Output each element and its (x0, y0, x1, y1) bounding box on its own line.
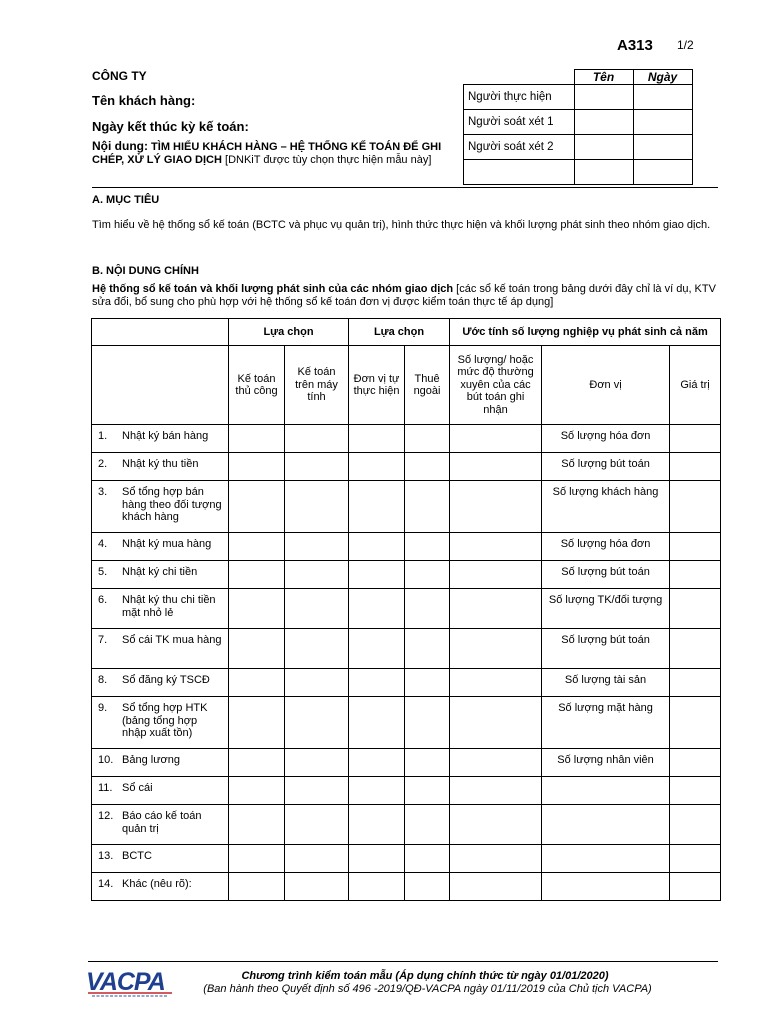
unit-label: Số lượng tài sản (564, 674, 647, 686)
entry-cell[interactable] (349, 805, 405, 845)
signoff-name-cell[interactable] (574, 110, 633, 135)
ledger-name: BCTC (122, 850, 152, 862)
content-description (92, 140, 460, 167)
ledger-table (91, 318, 721, 901)
ledger-name-cell (92, 629, 229, 669)
entry-cell[interactable] (349, 481, 405, 533)
entry-cell[interactable] (285, 697, 349, 749)
entry-cell[interactable] (450, 533, 542, 561)
entry-cell[interactable] (349, 873, 405, 901)
table-row (92, 561, 721, 589)
entry-cell[interactable] (229, 589, 285, 629)
table-row (92, 425, 721, 453)
sub-header: Đơn vị (542, 346, 670, 425)
unit-cell (542, 749, 670, 777)
ledger-name-cell (92, 777, 229, 805)
ledger-name: Nhật ký mua hàng (122, 538, 212, 550)
footer-divider (88, 961, 718, 962)
content-lead: Nội dung: (92, 139, 148, 153)
row-number: 11. (98, 782, 113, 794)
row-number: 5. (98, 566, 108, 578)
ledger-name: Nhật ký thu tiền (122, 458, 199, 470)
sub-header: Giá trị (670, 346, 721, 425)
sub-header: Kế toán thủ công (229, 346, 285, 425)
unit-cell (542, 453, 670, 481)
row-number: 8. (98, 674, 108, 686)
ledger-name: Báo cáo kế toán quản trị (122, 810, 202, 835)
ledger-name-cell (92, 805, 229, 845)
signoff-col-name: Tên (574, 70, 633, 85)
ledger-name-cell (92, 589, 229, 629)
entry-cell[interactable] (405, 697, 450, 749)
ledger-name: Nhật ký chi tiền (122, 566, 198, 578)
footer-program-title: Chương trình kiểm toán mẫu (Áp dụng chính thức từ ngày 01/01/2020) (241, 970, 609, 982)
entry-cell[interactable] (349, 629, 405, 669)
ledger-name-cell (92, 481, 229, 533)
row-number: 2. (98, 458, 108, 470)
entry-cell[interactable] (450, 777, 542, 805)
ledger-name: Sổ cái TK mua hàng (122, 634, 222, 646)
entry-cell[interactable] (450, 749, 542, 777)
header-divider (92, 187, 718, 188)
ledger-name: Nhật ký bán hàng (122, 430, 209, 442)
sub-header: Kế toán trên máy tính (285, 346, 349, 425)
entry-cell[interactable] (285, 845, 349, 873)
value-cell[interactable] (670, 697, 721, 749)
table-row (92, 453, 721, 481)
section-b-intro-note: [các sổ kế toán trong bảng dưới đây chỉ là ví dụ, KTV sửa đổi, bổ sung cho phù hợp với hệ thống sổ kế toán đơn vị được kiểm toán thực tế áp dụng] (92, 283, 716, 308)
row-number: 14. (98, 878, 114, 890)
entry-cell[interactable] (450, 481, 542, 533)
unit-cell (542, 873, 670, 901)
unit-label: Số lượng khách hàng (552, 486, 659, 498)
section-b-intro-bold: Hệ thống sổ kế toán và khối lượng phát sinh của các nhóm giao dịch (92, 283, 454, 295)
entry-cell[interactable] (229, 697, 285, 749)
entry-cell[interactable] (285, 669, 349, 697)
unit-label: Số lượng bút toán (561, 566, 650, 578)
entry-cell[interactable] (405, 777, 450, 805)
ledger-name-cell (92, 749, 229, 777)
unit-label: Số lượng nhân viên (557, 754, 654, 766)
ledger-name-cell (92, 533, 229, 561)
ledger-name-cell (92, 697, 229, 749)
signoff-table (463, 69, 693, 185)
entry-cell[interactable] (450, 629, 542, 669)
footer-decision: (Ban hành theo Quyết định số 496 -2019/QĐ-VACPA ngày 01/11/2019 của Chủ tịch VACPA) (203, 983, 652, 995)
entry-cell[interactable] (229, 873, 285, 901)
row-number: 7. (98, 634, 108, 646)
entry-cell[interactable] (349, 669, 405, 697)
ledger-name: Sổ đăng ký TSCĐ (122, 674, 210, 686)
unit-label: Số lượng mặt hàng (558, 702, 653, 714)
entry-cell[interactable] (349, 425, 405, 453)
signoff-corner (464, 70, 575, 85)
table-row (92, 845, 721, 873)
ledger-name: Sổ tổng hợp bán hàng theo đối tượng khách hàng (122, 486, 222, 523)
header-blank (92, 319, 229, 346)
entry-cell[interactable] (405, 845, 450, 873)
value-cell[interactable] (670, 669, 721, 697)
signoff-role (464, 160, 575, 185)
table-row (92, 777, 721, 805)
value-cell[interactable] (670, 533, 721, 561)
value-cell[interactable] (670, 777, 721, 805)
unit-cell (542, 629, 670, 669)
entry-cell[interactable] (285, 749, 349, 777)
table-row (92, 805, 721, 845)
unit-label: Số lượng hóa đơn (560, 538, 651, 550)
entry-cell[interactable] (405, 589, 450, 629)
value-cell[interactable] (670, 453, 721, 481)
value-cell[interactable] (670, 425, 721, 453)
entry-cell[interactable] (229, 777, 285, 805)
signoff-date-cell[interactable] (633, 110, 692, 135)
entry-cell[interactable] (349, 697, 405, 749)
entry-cell[interactable] (349, 561, 405, 589)
section-b-intro (92, 283, 718, 309)
row-number: 6. (98, 594, 108, 606)
company-label: CÔNG TY (92, 69, 147, 83)
entry-cell[interactable] (349, 533, 405, 561)
signoff-role: Người soát xét 2 (464, 135, 575, 160)
table-row (92, 749, 721, 777)
unit-label: Số lượng hóa đơn (560, 430, 651, 442)
entry-cell[interactable] (450, 873, 542, 901)
unit-label: Số lượng bút toán (561, 458, 650, 470)
page-number: 1/2 (677, 38, 694, 52)
entry-cell[interactable] (285, 805, 349, 845)
group-header-estimate: Ước tính số lượng nghiệp vụ phát sinh cả năm (450, 319, 721, 346)
entry-cell[interactable] (285, 777, 349, 805)
entry-cell[interactable] (229, 533, 285, 561)
table-row (92, 669, 721, 697)
value-cell[interactable] (670, 589, 721, 629)
group-header-method: Lựa chọn (229, 319, 349, 346)
ledger-name: Bảng lương (122, 754, 181, 766)
table-row (92, 533, 721, 561)
value-cell[interactable] (670, 873, 721, 901)
value-cell[interactable] (670, 481, 721, 533)
sub-header: Thuê ngoài (405, 346, 450, 425)
entry-cell[interactable] (349, 749, 405, 777)
value-cell[interactable] (670, 629, 721, 669)
entry-cell[interactable] (405, 749, 450, 777)
unit-label (542, 873, 669, 878)
entry-cell[interactable] (285, 873, 349, 901)
entry-cell[interactable] (229, 425, 285, 453)
unit-cell (542, 425, 670, 453)
value-cell[interactable] (670, 749, 721, 777)
content-subject: TÌM HIỂU KHÁCH HÀNG – HỆ THỐNG KẾ TOÁN ĐỂ GHI CHÉP, XỬ LÝ GIAO DỊCH (92, 141, 442, 166)
entry-cell[interactable] (405, 533, 450, 561)
entry-cell[interactable] (349, 589, 405, 629)
entry-cell[interactable] (285, 589, 349, 629)
entry-cell[interactable] (450, 697, 542, 749)
ledger-name: Nhật ký thu chi tiền mặt nhỏ lẻ (122, 594, 216, 619)
ledger-name-cell (92, 561, 229, 589)
entry-cell[interactable] (405, 425, 450, 453)
signoff-date-cell[interactable] (633, 85, 692, 110)
client-name-label: Tên khách hàng: (92, 93, 196, 108)
entry-cell[interactable] (229, 845, 285, 873)
entry-cell[interactable] (405, 481, 450, 533)
form-code: A313 (617, 37, 653, 54)
signoff-name-cell[interactable] (574, 85, 633, 110)
entry-cell[interactable] (405, 629, 450, 669)
group-header-performer: Lựa chọn (349, 319, 450, 346)
entry-cell[interactable] (229, 481, 285, 533)
entry-cell[interactable] (450, 845, 542, 873)
entry-cell[interactable] (285, 629, 349, 669)
signoff-date-cell[interactable] (633, 135, 692, 160)
row-number: 12. (98, 810, 114, 822)
unit-cell (542, 533, 670, 561)
entry-cell[interactable] (285, 561, 349, 589)
unit-cell (542, 561, 670, 589)
entry-cell[interactable] (405, 805, 450, 845)
unit-cell (542, 481, 670, 533)
value-cell[interactable] (670, 845, 721, 873)
entry-cell[interactable] (405, 873, 450, 901)
entry-cell[interactable] (229, 561, 285, 589)
section-b-title: B. NỘI DUNG CHÍNH (92, 265, 199, 277)
table-row (92, 481, 721, 533)
row-number: 13. (98, 850, 114, 862)
entry-cell[interactable] (450, 805, 542, 845)
svg-text:VACPA: VACPA (86, 968, 165, 996)
entry-cell[interactable] (405, 669, 450, 697)
row-number: 4. (98, 538, 108, 550)
section-a-title: A. MỤC TIÊU (92, 194, 160, 206)
sub-header: Đơn vị tự thực hiện (349, 346, 405, 425)
row-number: 10. (98, 754, 114, 766)
table-row (92, 629, 721, 669)
entry-cell[interactable] (229, 669, 285, 697)
ledger-name: Sổ cái (122, 782, 153, 794)
row-number: 3. (98, 486, 108, 498)
table-row (92, 697, 721, 749)
ledger-name-cell (92, 873, 229, 901)
signoff-name-cell[interactable] (574, 160, 633, 185)
entry-cell[interactable] (229, 453, 285, 481)
ledger-name-cell (92, 425, 229, 453)
table-row (92, 589, 721, 629)
entry-cell[interactable] (450, 453, 542, 481)
signoff-role: Người thực hiện (464, 85, 575, 110)
entry-cell[interactable] (349, 453, 405, 481)
unit-label (542, 777, 669, 782)
period-end-label: Ngày kết thúc kỳ kế toán: (92, 119, 249, 134)
ledger-name: Khác (nêu rõ): (122, 878, 192, 890)
unit-label (542, 845, 669, 850)
entry-cell[interactable] (229, 749, 285, 777)
unit-label: Số lượng bút toán (561, 634, 650, 646)
unit-cell (542, 805, 670, 845)
entry-cell[interactable] (349, 845, 405, 873)
entry-cell[interactable] (450, 561, 542, 589)
content-note: [DNKiT được tùy chọn thực hiện mẫu này] (225, 154, 432, 166)
entry-cell[interactable] (285, 425, 349, 453)
entry-cell[interactable] (229, 805, 285, 845)
row-number: 9. (98, 702, 108, 714)
entry-cell[interactable] (285, 533, 349, 561)
ledger-name: Sổ tổng hợp HTK (bảng tổng hợp nhập xuất tồn) (122, 702, 208, 739)
unit-cell (542, 697, 670, 749)
unit-label: Số lượng TK/đối tượng (548, 594, 663, 606)
signoff-date-cell[interactable] (633, 160, 692, 185)
ledger-name-cell (92, 845, 229, 873)
row-number: 1. (98, 430, 108, 442)
entry-cell[interactable] (450, 669, 542, 697)
vacpa-logo (84, 966, 176, 1000)
value-cell[interactable] (670, 805, 721, 845)
entry-cell[interactable] (450, 425, 542, 453)
unit-label (542, 805, 669, 810)
signoff-name-cell[interactable] (574, 135, 633, 160)
entry-cell[interactable] (349, 777, 405, 805)
entry-cell[interactable] (450, 589, 542, 629)
entry-cell[interactable] (405, 561, 450, 589)
entry-cell[interactable] (229, 629, 285, 669)
sub-header: Số lượng/ hoặc mức độ thường xuyên của các bút toán ghi nhận (450, 346, 542, 425)
entry-cell[interactable] (285, 481, 349, 533)
signoff-role: Người soát xét 1 (464, 110, 575, 135)
table-row (92, 873, 721, 901)
ledger-name-cell (92, 453, 229, 481)
unit-cell (542, 845, 670, 873)
unit-cell (542, 777, 670, 805)
header-blank (92, 346, 229, 425)
value-cell[interactable] (670, 561, 721, 589)
ledger-name-cell (92, 669, 229, 697)
signoff-col-date: Ngày (633, 70, 692, 85)
unit-cell (542, 589, 670, 629)
section-a-text: Tìm hiểu về hệ thống sổ kế toán (BCTC và phục vụ quản trị), hình thức thực hiện và khối lượng phát sinh theo nhóm giao dịch. (92, 219, 711, 231)
entry-cell[interactable] (285, 453, 349, 481)
unit-cell (542, 669, 670, 697)
entry-cell[interactable] (405, 453, 450, 481)
